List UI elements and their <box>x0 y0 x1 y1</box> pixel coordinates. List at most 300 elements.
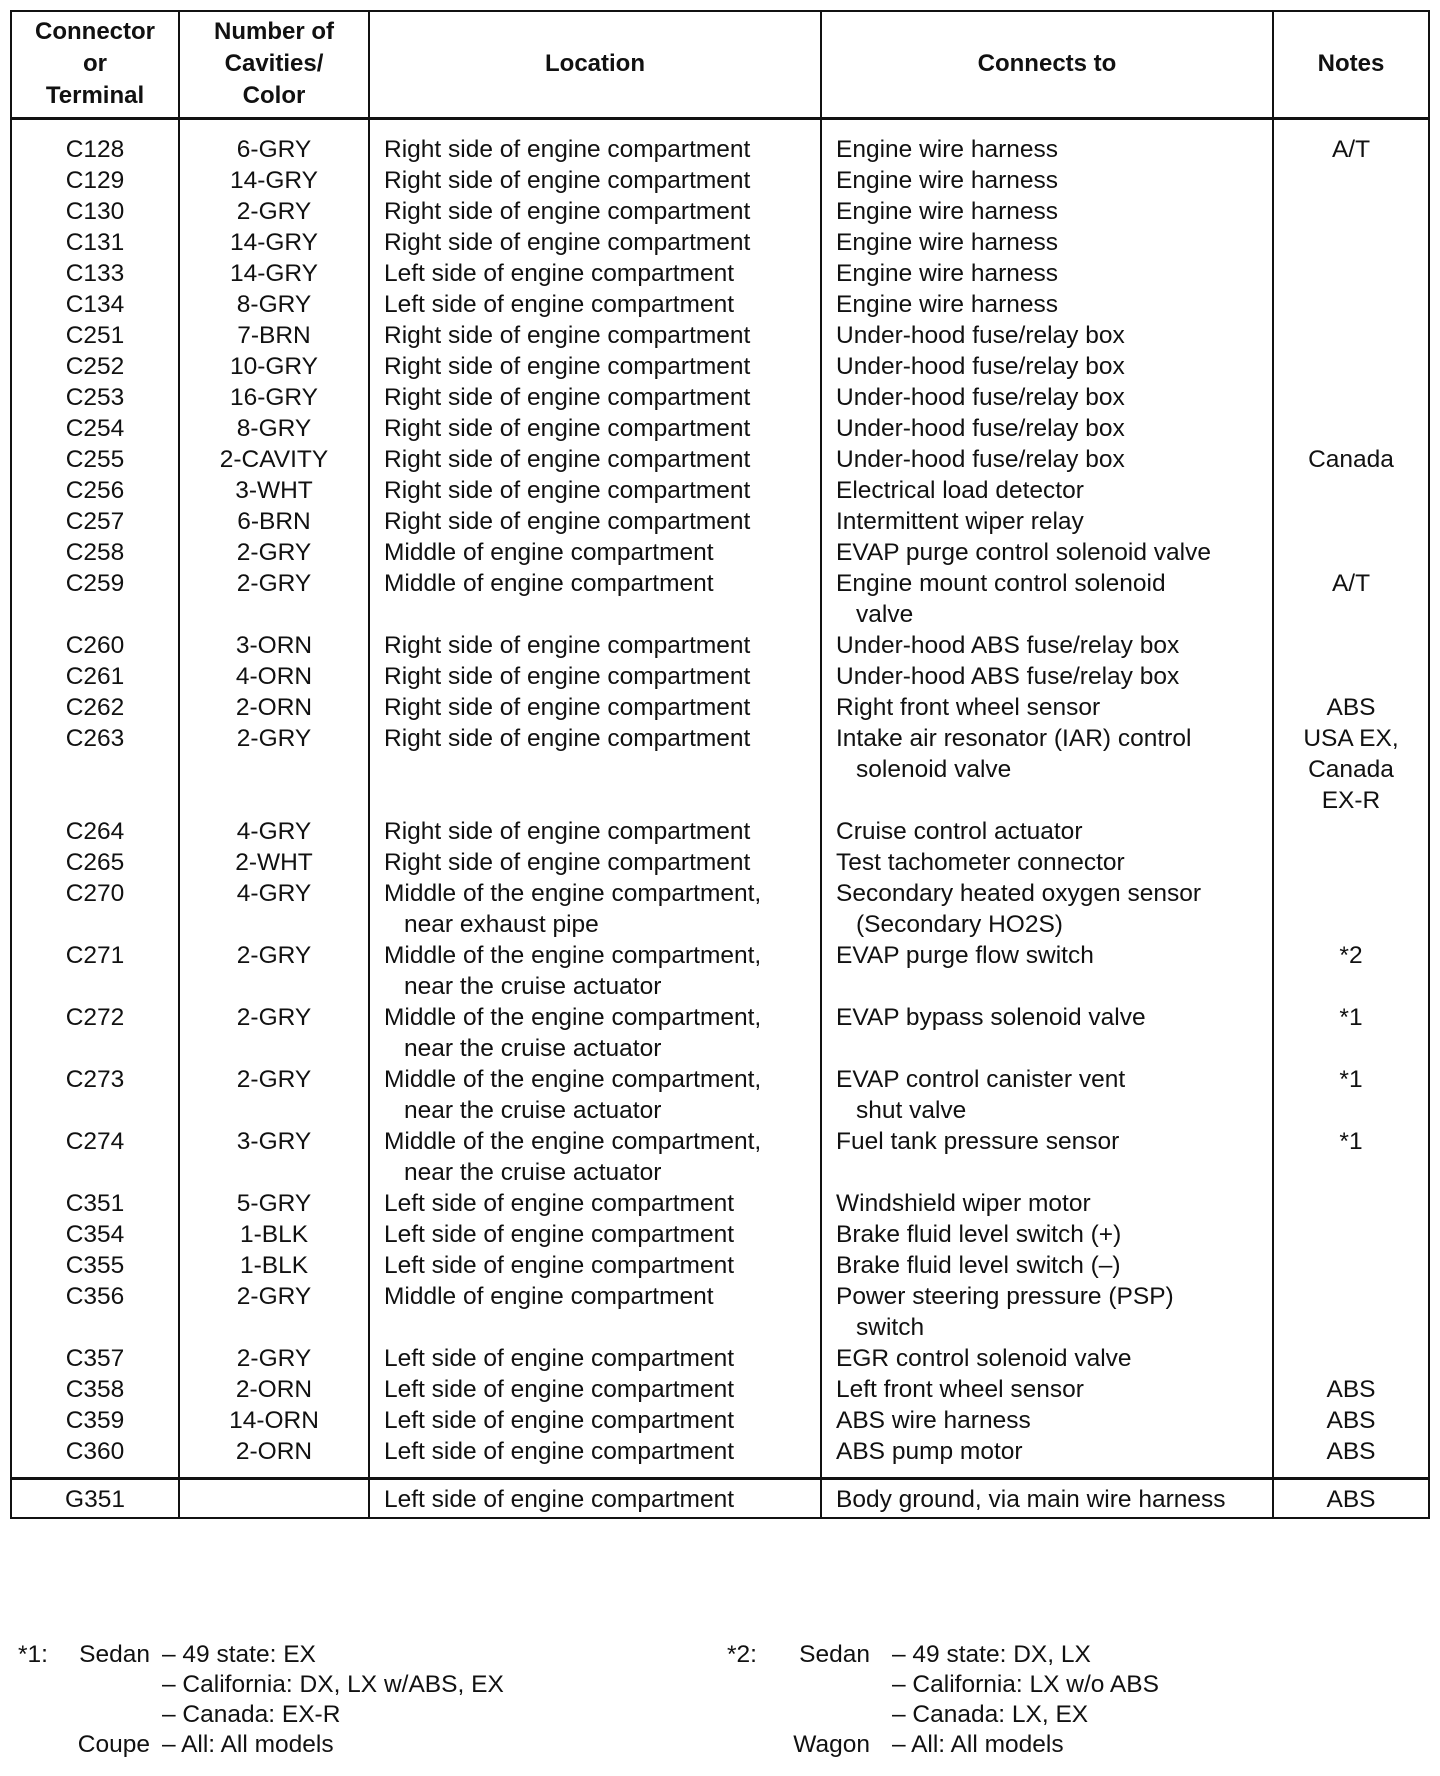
location-cell-line: Left side of engine compartment <box>384 1189 735 1217</box>
table-row <box>11 475 1429 506</box>
header-line: Cavities/ <box>224 50 324 78</box>
location-cell <box>369 1343 821 1374</box>
connects-to-cell <box>821 196 1273 227</box>
cavities-color-cell <box>179 1405 369 1436</box>
connector-cell <box>11 1126 179 1188</box>
cavities-color-cell-text: 16-GRY <box>229 383 319 411</box>
location-cell-line: Middle of the engine compartment, <box>384 879 762 907</box>
connector-cell <box>11 413 179 444</box>
header-cavities <box>179 11 369 118</box>
notes-cell <box>1273 692 1429 723</box>
cavities-color-cell <box>179 506 369 537</box>
connects-to-cell <box>821 1405 1273 1436</box>
notes-cell <box>1273 816 1429 847</box>
location-cell <box>369 1250 821 1281</box>
location-cell <box>369 692 821 723</box>
location-cell-line: Left side of engine compartment <box>384 1220 735 1248</box>
cavities-color-cell <box>179 1002 369 1064</box>
location-cell-line: Right side of engine compartment <box>384 631 751 659</box>
connects-to-cell-line: EVAP bypass solenoid valve <box>836 1003 1146 1031</box>
connector-cell <box>11 568 179 630</box>
connects-to-cell-line: Under-hood ABS fuse/relay box <box>836 662 1180 690</box>
notes-cell <box>1273 1374 1429 1405</box>
cavities-color-cell-text: 2-ORN <box>235 693 313 721</box>
connector-cell <box>11 118 179 165</box>
footnote-model <box>62 1700 162 1730</box>
connects-to-cell-line: shut valve <box>856 1096 967 1124</box>
connects-to-cell-line: Under-hood fuse/relay box <box>836 414 1125 442</box>
connector-cell-text: C262 <box>65 693 125 721</box>
notes-cell-line: Canada <box>1308 755 1394 783</box>
connects-to-cell-line: ABS wire harness <box>836 1406 1031 1434</box>
cavities-color-cell <box>179 878 369 940</box>
cavities-color-cell-text: 3-ORN <box>235 631 313 659</box>
table-row <box>11 227 1429 258</box>
footnote-line <box>727 1730 1159 1760</box>
location-cell-line: near the cruise actuator <box>404 1096 662 1124</box>
connects-to-cell <box>821 630 1273 661</box>
cavities-color-cell <box>179 1126 369 1188</box>
location-cell <box>369 568 821 630</box>
notes-cell <box>1273 1250 1429 1281</box>
location-cell-line: Middle of the engine compartment, <box>384 1127 762 1155</box>
connects-to-cell <box>821 413 1273 444</box>
notes-cell <box>1273 1064 1429 1126</box>
notes-cell <box>1273 1436 1429 1479</box>
connector-cell-text: G351 <box>65 1485 125 1513</box>
notes-cell <box>1273 1405 1429 1436</box>
connector-cell <box>11 1219 179 1250</box>
notes-cell <box>1273 351 1429 382</box>
cavities-color-cell-text: 14-GRY <box>229 166 319 194</box>
connector-cell <box>11 351 179 382</box>
footnote-line <box>727 1670 1159 1700</box>
location-cell <box>369 1219 821 1250</box>
connector-cell <box>11 165 179 196</box>
cavities-color-cell <box>179 816 369 847</box>
location-cell <box>369 258 821 289</box>
connector-cell-text: C259 <box>65 569 125 597</box>
connects-to-cell <box>821 940 1273 1002</box>
connects-to-cell <box>821 537 1273 568</box>
header-row <box>11 11 1429 118</box>
cavities-color-cell-text: 2-GRY <box>236 724 312 752</box>
location-cell <box>369 1374 821 1405</box>
connects-to-cell-line: switch <box>856 1313 925 1341</box>
cavities-color-cell-text: 7-BRN <box>237 321 311 349</box>
location-cell <box>369 413 821 444</box>
cavities-color-cell <box>179 118 369 165</box>
connector-cell-text: C129 <box>65 166 125 194</box>
location-cell <box>369 1436 821 1479</box>
connects-to-cell-line: Under-hood ABS fuse/relay box <box>836 631 1180 659</box>
connects-to-cell-line: EGR control solenoid valve <box>836 1344 1132 1372</box>
table-row <box>11 320 1429 351</box>
location-cell-line: Right side of engine compartment <box>384 724 751 752</box>
connects-to-cell-line: Engine wire harness <box>836 259 1058 287</box>
location-cell-line: Middle of engine compartment <box>384 569 714 597</box>
location-cell-line: Right side of engine compartment <box>384 507 751 535</box>
notes-cell-line: *1 <box>1339 1003 1363 1031</box>
cavities-color-cell <box>179 630 369 661</box>
footnote-text: – 49 state: DX, LX <box>892 1641 1091 1668</box>
connector-cell <box>11 289 179 320</box>
connects-to-cell-line: Engine wire harness <box>836 197 1058 225</box>
cavities-color-cell <box>179 1064 369 1126</box>
location-cell-line: Right side of engine compartment <box>384 197 751 225</box>
cavities-color-cell <box>179 165 369 196</box>
cavities-color-cell-text: 3-GRY <box>236 1127 312 1155</box>
connector-cell <box>11 878 179 940</box>
connects-to-cell-line: Cruise control actuator <box>836 817 1083 845</box>
location-cell <box>369 1281 821 1343</box>
notes-cell-line: ABS <box>1326 693 1376 721</box>
footnote-text: – Canada: EX-R <box>162 1701 341 1728</box>
location-cell <box>369 878 821 940</box>
table-row <box>11 630 1429 661</box>
connects-to-cell-line: (Secondary HO2S) <box>856 910 1063 938</box>
location-cell-line: Right side of engine compartment <box>384 848 751 876</box>
footnote-mark <box>18 1730 62 1760</box>
footnote-line <box>18 1730 504 1760</box>
connects-to-cell <box>821 661 1273 692</box>
header-line: Notes <box>1317 50 1385 78</box>
connects-to-cell <box>821 227 1273 258</box>
ground-table-body <box>11 1478 1429 1518</box>
footnote-mark: *1: <box>18 1641 48 1668</box>
notes-cell <box>1273 537 1429 568</box>
connector-cell <box>11 537 179 568</box>
cavities-color-cell-text: 4-GRY <box>236 817 312 845</box>
connects-to-cell <box>821 289 1273 320</box>
location-cell-line: near exhaust pipe <box>404 910 599 938</box>
notes-cell <box>1273 723 1429 816</box>
table-row <box>11 537 1429 568</box>
footnote-text: – 49 state: EX <box>162 1641 316 1668</box>
connects-to-cell-line: Secondary heated oxygen sensor <box>836 879 1202 907</box>
connector-cell-text: C265 <box>65 848 125 876</box>
cavities-color-cell <box>179 320 369 351</box>
location-cell <box>369 940 821 1002</box>
cavities-color-cell-text: 5-GRY <box>236 1189 312 1217</box>
footnote-text: – All: All models <box>892 1731 1064 1758</box>
cavities-color-cell-text: 2-CAVITY <box>219 445 329 473</box>
notes-cell-line: *1 <box>1339 1127 1363 1155</box>
location-cell <box>369 1405 821 1436</box>
connects-to-cell <box>821 1002 1273 1064</box>
connector-cell <box>11 723 179 816</box>
table-row <box>11 847 1429 878</box>
table-row <box>11 940 1429 1002</box>
notes-cell <box>1273 1126 1429 1188</box>
connector-cell-text: C360 <box>65 1437 125 1465</box>
cavities-color-cell <box>179 1250 369 1281</box>
cavities-color-cell-text: 6-BRN <box>237 507 311 535</box>
footnote-mark <box>18 1700 62 1730</box>
cavities-color-cell <box>179 940 369 1002</box>
table-row <box>11 165 1429 196</box>
table-row <box>11 1064 1429 1126</box>
connector-cell-text: C273 <box>65 1065 125 1093</box>
cavities-color-cell-text: 2-GRY <box>236 197 312 225</box>
connector-cell <box>11 1343 179 1374</box>
connector-cell-text: C252 <box>65 352 125 380</box>
connector-cell-text: C359 <box>65 1406 125 1434</box>
connector-cell-text: C254 <box>65 414 125 442</box>
table-row <box>11 289 1429 320</box>
table-row <box>11 723 1429 816</box>
connector-cell <box>11 1188 179 1219</box>
cavities-color-cell <box>179 1281 369 1343</box>
cavities-color-cell-text: 2-GRY <box>236 1065 312 1093</box>
cavities-color-cell-text: 6-GRY <box>236 135 312 163</box>
connects-to-cell-line: Under-hood fuse/relay box <box>836 321 1125 349</box>
connector-cell <box>11 475 179 506</box>
cavities-color-cell <box>179 413 369 444</box>
connector-cell <box>11 1002 179 1064</box>
connects-to-cell <box>821 847 1273 878</box>
table-row <box>11 351 1429 382</box>
location-cell-line: Right side of engine compartment <box>384 693 751 721</box>
location-cell <box>369 1002 821 1064</box>
location-cell <box>369 1064 821 1126</box>
footnote-1 <box>18 1640 504 1760</box>
connector-cell-text: C263 <box>65 724 125 752</box>
connector-cell <box>11 940 179 1002</box>
notes-cell-line: ABS <box>1326 1375 1376 1403</box>
location-cell <box>369 661 821 692</box>
connects-to-cell <box>821 1343 1273 1374</box>
connector-cell-text: C251 <box>65 321 125 349</box>
connects-to-cell <box>821 475 1273 506</box>
connector-cell-text: C257 <box>65 507 125 535</box>
footnote-model: Coupe <box>77 1731 150 1758</box>
footnote-model: Sedan <box>799 1641 870 1668</box>
connector-cell-text: C134 <box>65 290 125 318</box>
connects-to-cell-line: EVAP purge control solenoid valve <box>836 538 1211 566</box>
connects-to-cell <box>821 816 1273 847</box>
location-cell-line: Left side of engine compartment <box>384 290 735 318</box>
cavities-color-cell-text: 2-ORN <box>235 1437 313 1465</box>
cavities-color-cell-text: 1-BLK <box>239 1251 309 1279</box>
location-cell <box>369 320 821 351</box>
connects-to-cell-line: Under-hood fuse/relay box <box>836 445 1125 473</box>
connects-to-cell <box>821 1126 1273 1188</box>
connects-to-cell-line: Intake air resonator (IAR) control <box>836 724 1192 752</box>
location-cell-line: Right side of engine compartment <box>384 383 751 411</box>
connects-to-cell-line: Body ground, via main wire harness <box>836 1485 1226 1513</box>
notes-cell-line: ABS <box>1326 1437 1376 1465</box>
footnote-mark <box>18 1670 62 1700</box>
cavities-color-cell-text: 2-GRY <box>236 941 312 969</box>
header-line: Number of <box>214 18 334 46</box>
table-row <box>11 1374 1429 1405</box>
notes-cell <box>1273 1478 1429 1518</box>
connector-cell <box>11 1478 179 1518</box>
connector-table-sheet <box>10 10 1428 1519</box>
connector-cell-text: C258 <box>65 538 125 566</box>
notes-cell <box>1273 320 1429 351</box>
connects-to-cell-line: Test tachometer connector <box>836 848 1125 876</box>
footnote-model <box>62 1670 162 1700</box>
location-cell-line: Left side of engine compartment <box>384 1251 735 1279</box>
connector-cell <box>11 196 179 227</box>
location-cell-line: Right side of engine compartment <box>384 135 751 163</box>
location-cell <box>369 118 821 165</box>
cavities-color-cell-text: 2-WHT <box>235 848 313 876</box>
cavities-color-cell <box>179 475 369 506</box>
cavities-color-cell <box>179 847 369 878</box>
location-cell-line: Right side of engine compartment <box>384 817 751 845</box>
connector-cell-text: C128 <box>65 135 125 163</box>
table-row <box>11 196 1429 227</box>
connects-to-cell-line: EVAP control canister vent <box>836 1065 1126 1093</box>
location-cell-line: Left side of engine compartment <box>384 1375 735 1403</box>
header-line: Color <box>242 82 306 110</box>
notes-cell <box>1273 940 1429 1002</box>
connector-cell <box>11 1405 179 1436</box>
connects-to-cell <box>821 1374 1273 1405</box>
notes-cell-line: ABS <box>1326 1485 1376 1513</box>
connector-cell <box>11 506 179 537</box>
table-row <box>11 118 1429 165</box>
footnote-text: – California: DX, LX w/ABS, EX <box>162 1671 504 1698</box>
cavities-color-cell <box>179 692 369 723</box>
cavities-color-cell <box>179 382 369 413</box>
connector-cell <box>11 692 179 723</box>
connector-cell <box>11 1250 179 1281</box>
location-cell <box>369 165 821 196</box>
table-row <box>11 444 1429 475</box>
location-cell-line: near the cruise actuator <box>404 1034 662 1062</box>
cavities-color-cell-text: 10-GRY <box>229 352 319 380</box>
connects-to-cell-line: Fuel tank pressure sensor <box>836 1127 1120 1155</box>
connects-to-cell <box>821 1250 1273 1281</box>
notes-cell <box>1273 413 1429 444</box>
header-notes <box>1273 11 1429 118</box>
location-cell-line: Left side of engine compartment <box>384 1485 735 1513</box>
notes-cell <box>1273 289 1429 320</box>
connector-cell-text: C133 <box>65 259 125 287</box>
table-row <box>11 1281 1429 1343</box>
connector-cell-text: C130 <box>65 197 125 225</box>
connects-to-cell-line: Engine wire harness <box>836 228 1058 256</box>
notes-cell-line: *2 <box>1339 941 1363 969</box>
notes-cell <box>1273 878 1429 940</box>
location-cell-line: Right side of engine compartment <box>384 476 751 504</box>
table-row <box>11 1436 1429 1479</box>
connector-cell <box>11 1436 179 1479</box>
notes-cell <box>1273 258 1429 289</box>
connects-to-cell <box>821 723 1273 816</box>
table-header <box>11 11 1429 118</box>
cavities-color-cell <box>179 661 369 692</box>
connects-to-cell-line: solenoid valve <box>856 755 1012 783</box>
notes-cell <box>1273 165 1429 196</box>
location-cell-line: near the cruise actuator <box>404 1158 662 1186</box>
connector-cell-text: C354 <box>65 1220 125 1248</box>
notes-cell <box>1273 382 1429 413</box>
table-row <box>11 878 1429 940</box>
cavities-color-cell-text: 14-ORN <box>229 1406 319 1434</box>
location-cell <box>369 289 821 320</box>
table-row <box>11 1343 1429 1374</box>
footnote-model <box>770 1700 892 1730</box>
cavities-color-cell-text: 4-GRY <box>236 879 312 907</box>
table-row <box>11 413 1429 444</box>
connector-cell <box>11 258 179 289</box>
notes-cell <box>1273 1343 1429 1374</box>
location-cell-line: near the cruise actuator <box>404 972 662 1000</box>
footnote-line <box>727 1640 1159 1670</box>
connector-cell-text: C253 <box>65 383 125 411</box>
connector-cell <box>11 444 179 475</box>
location-cell-line: Left side of engine compartment <box>384 259 735 287</box>
connects-to-cell <box>821 1188 1273 1219</box>
table-row <box>11 1126 1429 1188</box>
notes-cell <box>1273 118 1429 165</box>
connector-cell <box>11 227 179 258</box>
connector-cell-text: C357 <box>65 1344 125 1372</box>
connects-to-cell-line: Right front wheel sensor <box>836 693 1101 721</box>
cavities-color-cell-text: 2-GRY <box>236 569 312 597</box>
cavities-color-cell-text: 1-BLK <box>239 1220 309 1248</box>
location-cell <box>369 1188 821 1219</box>
connects-to-cell-line: Intermittent wiper relay <box>836 507 1084 535</box>
connector-cell <box>11 661 179 692</box>
connector-cell-text: C260 <box>65 631 125 659</box>
table-row <box>11 1219 1429 1250</box>
location-cell <box>369 1126 821 1188</box>
notes-cell <box>1273 196 1429 227</box>
table-row <box>11 568 1429 630</box>
notes-cell <box>1273 1281 1429 1343</box>
connects-to-cell-line: Engine wire harness <box>836 166 1058 194</box>
connects-to-cell <box>821 506 1273 537</box>
connects-to-cell <box>821 118 1273 165</box>
table-row <box>11 1188 1429 1219</box>
notes-cell-line: ABS <box>1326 1406 1376 1434</box>
location-cell <box>369 444 821 475</box>
location-cell-line: Right side of engine compartment <box>384 228 751 256</box>
connects-to-cell <box>821 382 1273 413</box>
connector-cell <box>11 816 179 847</box>
connects-to-cell <box>821 165 1273 196</box>
location-cell-line: Middle of the engine compartment, <box>384 1065 762 1093</box>
location-cell-line: Right side of engine compartment <box>384 414 751 442</box>
connects-to-cell <box>821 692 1273 723</box>
table-row <box>11 1250 1429 1281</box>
cavities-color-cell <box>179 1436 369 1479</box>
connector-cell <box>11 320 179 351</box>
table-row <box>11 1002 1429 1064</box>
connects-to-cell <box>821 1219 1273 1250</box>
footnote-mark: *2: <box>727 1641 757 1668</box>
connector-cell-text: C271 <box>65 941 125 969</box>
connector-cell <box>11 1064 179 1126</box>
location-cell <box>369 816 821 847</box>
table-row <box>11 382 1429 413</box>
connector-cell <box>11 1374 179 1405</box>
connects-to-cell <box>821 878 1273 940</box>
header-connects-to <box>821 11 1273 118</box>
table-row <box>11 816 1429 847</box>
cavities-color-cell-text: 2-GRY <box>236 1344 312 1372</box>
cavities-color-cell <box>179 1374 369 1405</box>
footnote-model: Wagon <box>793 1731 870 1758</box>
cavities-color-cell <box>179 196 369 227</box>
location-cell <box>369 723 821 816</box>
